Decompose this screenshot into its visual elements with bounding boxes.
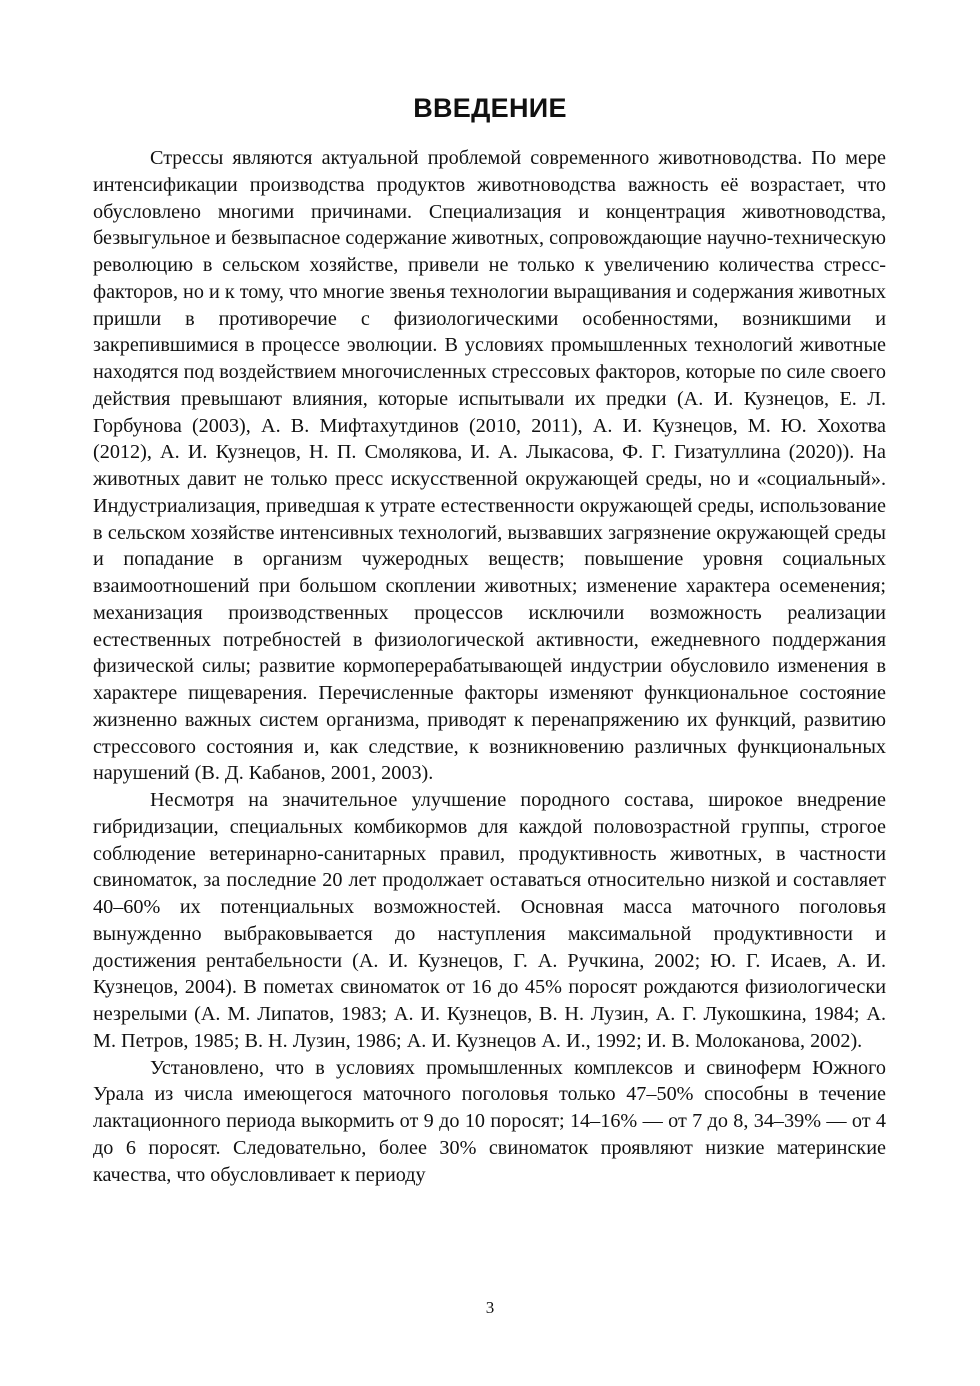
paragraph-maternal-qualities: Установлено, что в условиях промышленных комплексов и свиноферм Южного Урала из числа имеющегося маточного поголовья только 47–50% способны в течение лактационного периода выкормить от 9 до 10 поросят; 14–16% — от 7 до 8, 34–39% — от 4 до 6 поросят. Следовательно, более 30% свиноматок проявляют низкие материнские качества, что обусловливает к периоду: [93, 1056, 886, 1186]
section-heading: ВВЕДЕНИЕ: [413, 93, 567, 123]
paragraph-stress-overview: Стрессы являются актуальной проблемой современного животноводства. По мере интенсификации производства продуктов животноводства важность её возрастает, что обусловлено многими причинами. Специализация и концентрация животноводства, безвыгульное и безвыпасное содержание животных, сопровождающие научно-техническую революцию в сельском хозяйстве, привели не только к увеличению количества стресс-факторов, но и к тому, что многие звенья технологии выращивания и содержания животных пришли в противоречие с физиологическими особенностями, возникшими и закрепившимися в процессе эволюции. В условиях промышленных технологий животные находятся под воздействием многочисленных стрессовых факторов, которые по силе своего действия превышают влияния, которые испытывали их предки (А. И. Кузнецов, Е. Л. Горбунова (2003), А. В. Мифтахутдинов (2010, 2011), А. И. Кузнецов, М. Ю. Хохотва (2012), А. И. Кузнецов, Н. П. Смолякова, И. А. Лыкасова, Ф. Г. Гизатуллина (2020)). На животных давит не только пресс искусственной окружающей среды, но и «социальный». Индустриализация, приведшая к утрате естественности окружающей среды, использование в сельском хозяйстве интенсивных технологий, вызвавших загрязнение окружающей среды и попадание в организм чужеродных веществ; повышение уровня социальных взаимоотношений при большом скоплении животных; изменение характера осеменения; механизация производственных процессов исключили возможность реализации естественных потребностей в физиологической активности, ежедневного поддержания физической силы; развитие кормоперерабатывающей индустрии обусловило изменения в характере пищеварения. Перечисленные факторы изменяют функциональное состояние жизненно важных систем организма, приводят к перенапряжению их функций, развитию стрессового состояния и, как следствие, к возникновению различных функциональных нарушений (В. Д. Кабанов, 2001, 2003).: [93, 147, 886, 785]
page-number: 3: [485, 1298, 495, 1317]
paragraph-productivity: Несмотря на значительное улучшение породного состава, широкое внедрение гибридизации, специальных комбикормов для каждой половозрастной группы, строгое соблюдение ветеринарно-санитарных правил, продуктивность животных, в частности свиноматок, за последние 20 лет продолжает оставаться относительно низкой и составляет 40–60% их потенциальных возможностей. Основная масса маточного поголовья вынужденно выбраковывается до наступления максимальной продуктивности и достижения рентабельности (А. И. Кузнецов, Г. А. Ручкина, 2002; Ю. Г. Исаев, А. И. Кузнецов, 2004). В пометах свиноматок от 16 до 45% поросят рождаются физиологически незрелыми (А. М. Липатов, 1983; А. И. Кузнецов, В. Н. Лузин, А. Г. Лукошкина, 1984; А. М. Петров, 1985; В. Н. Лузин, 1986; А. И. Кузнецов А. И., 1992; И. В. Молоканова, 2002).: [93, 789, 886, 1052]
body-text: [93, 145, 886, 1188]
